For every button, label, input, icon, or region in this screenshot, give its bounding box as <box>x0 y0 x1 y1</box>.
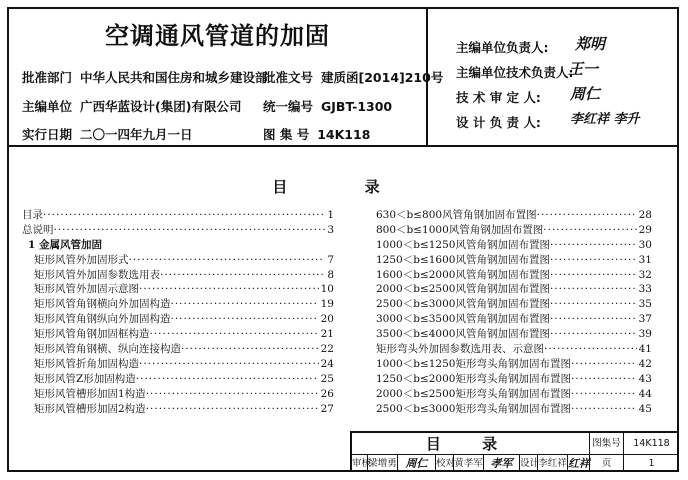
toc-entry <box>376 342 652 357</box>
checker-signature: 孝军 <box>484 455 520 472</box>
responsible-label: 主编单位技术负责人: <box>456 65 574 80</box>
signature-tech: 王一 <box>568 60 599 78</box>
toc-leader-dots <box>160 268 325 283</box>
toc-leader-dots <box>146 402 319 417</box>
toc-entry-title: 矩形风管槽形加固1构造 <box>34 387 146 400</box>
toc-entry <box>376 387 652 402</box>
toc-entry-page: 35 <box>638 298 652 311</box>
approval-dept-row <box>22 68 268 86</box>
toc-entry-page: 3 <box>327 223 334 236</box>
approval-dept-value: 中华人民共和国住房和城乡建设部 <box>80 70 268 85</box>
toc-entry <box>376 297 652 312</box>
toc-entry-title: 1000＜b≤1250矩形弯头角钢加固布置图 <box>376 357 571 370</box>
toc-entry-page: 20 <box>320 313 334 326</box>
toc-entry-page: 22 <box>320 343 334 356</box>
toc-entry-title: 1 金属风管加固 <box>28 238 102 251</box>
toc-entry <box>22 327 334 342</box>
toc-leader-dots <box>139 357 319 372</box>
toc-leader-dots <box>54 223 326 238</box>
toc-title: 目 录 <box>272 178 416 196</box>
toc-entry-page: 30 <box>638 238 652 251</box>
atlas-no-value: 14K118 <box>317 127 371 142</box>
toc-leader-dots <box>181 342 319 357</box>
atlas-no-label: 图 集 号 <box>263 127 310 142</box>
toc-leader-dots <box>550 312 637 327</box>
approval-doc-label: 批准文号 <box>263 70 314 85</box>
toc-leader-dots <box>171 297 319 312</box>
toc-leader-dots <box>550 238 637 253</box>
toc-entry-title: 矩形风管角钢纵向外加固构造 <box>34 313 171 326</box>
chief-unit-label: 主编单位 <box>22 99 73 114</box>
toc-entry-page: 27 <box>320 402 334 415</box>
toc-entry <box>22 402 334 417</box>
responsible-row-design <box>456 113 541 131</box>
toc-entry-title: 3000＜b≤3500风管角钢加固布置图 <box>376 313 550 326</box>
toc-entry-page: 25 <box>320 372 334 385</box>
toc-entry-page: 24 <box>320 357 334 370</box>
toc-entry-page: 10 <box>320 283 334 296</box>
toc-entry-page: 37 <box>638 313 652 326</box>
toc-entry <box>22 268 334 283</box>
toc-leader-dots <box>136 372 319 387</box>
atlas-no-cell: 14K118 <box>624 433 679 455</box>
approval-doc-value: 建质函[2014]210号 <box>321 70 444 85</box>
responsible-row-tech <box>456 63 574 81</box>
toc-entry-page: 19 <box>320 298 334 311</box>
reviewer-signature: 周仁 <box>398 455 436 472</box>
signature-review: 周仁 <box>570 85 601 103</box>
unified-no-value: GJBT-1300 <box>321 99 393 114</box>
checker-cell: 黄孝军 <box>454 455 484 472</box>
toc-entry-title: 2000＜b≤2500风管角钢加固布置图 <box>376 283 550 296</box>
toc-entry-page: 43 <box>638 372 652 385</box>
designer-signature: 红祥 <box>568 457 590 470</box>
toc-entry-title: 1600＜b≤2000风管角钢加固布置图 <box>376 268 550 281</box>
toc-entry-page: 32 <box>638 268 652 281</box>
toc-entry-page: 21 <box>320 328 334 341</box>
toc-left-column <box>22 208 334 416</box>
unified-no-label: 统一编号 <box>263 99 314 114</box>
toc-entry-page: 1 <box>327 209 334 221</box>
toc-entry <box>376 268 652 283</box>
toc-entry <box>376 253 652 268</box>
atlas-no-label-cell: 图集号 <box>590 433 624 455</box>
toc-leader-dots <box>571 387 637 402</box>
toc-entry-title: 矩形风管外加固形式 <box>34 253 129 266</box>
toc-leader-dots <box>171 312 319 327</box>
toc-entry-title: 矩形风管折角加固构造 <box>34 357 139 370</box>
toc-entry <box>376 208 652 223</box>
toc-entry-page: 28 <box>638 209 652 221</box>
atlas-no-row <box>263 125 370 143</box>
toc-entry-page: 8 <box>327 268 334 281</box>
toc-leader-dots <box>550 268 637 283</box>
toc-entry-title: 2000＜b≤2500矩形弯头角钢加固布置图 <box>376 387 571 400</box>
toc-entry <box>22 387 334 402</box>
toc-entry-title: 矩形风管角钢横向外加固构造 <box>34 298 171 311</box>
toc-entry <box>22 342 334 357</box>
toc-entry-title: 2500＜b≤3000矩形弯头角钢加固布置图 <box>376 402 571 415</box>
toc-entry-title: 矩形风管外加固示意图 <box>34 283 139 296</box>
review-label-cell: 审核 <box>352 455 368 472</box>
toc-entry <box>376 223 652 238</box>
toc-leader-dots <box>146 387 319 402</box>
toc-entry <box>22 312 334 327</box>
reviewer-cell: 梁增勇 <box>368 455 398 472</box>
toc-entry <box>22 223 334 238</box>
designer-cell: 李红祥 <box>538 455 568 472</box>
check-label-cell: 校对 <box>436 455 454 472</box>
toc-leader-dots <box>543 223 636 238</box>
toc-entry <box>22 297 334 312</box>
toc-entry <box>376 238 652 253</box>
toc-entry-page: 39 <box>638 328 652 341</box>
toc-entry <box>376 327 652 342</box>
toc-entry-title: 800＜b≤1000风管角钢加固布置图 <box>376 223 544 236</box>
title-block-name: 目 录 <box>352 433 590 455</box>
chief-unit-row <box>22 97 241 115</box>
title-block <box>350 431 679 472</box>
unified-no-row <box>263 97 392 115</box>
toc-leader-dots <box>537 208 637 223</box>
design-label-cell: 设计 <box>520 455 538 472</box>
toc-entry <box>376 282 652 297</box>
toc-leader-dots <box>571 357 637 372</box>
toc-entry-title: 矩形风管角钢横、纵向连接构造 <box>34 343 181 356</box>
atlas-title: 空调通风管道的加固 <box>105 22 330 50</box>
toc-leader-dots <box>550 282 637 297</box>
responsible-label: 技 术 审 定 人: <box>456 90 541 105</box>
toc-entry-title: 目录 <box>22 209 43 221</box>
toc-entry-page: 33 <box>638 283 652 296</box>
toc-entry-page: 42 <box>638 357 652 370</box>
toc-entry-title: 630＜b≤800风管角钢加固布置图 <box>376 209 537 221</box>
toc-entry-page: 29 <box>638 223 652 236</box>
toc-right-column <box>376 208 652 416</box>
toc-leader-dots <box>571 372 637 387</box>
toc-entry <box>376 402 652 417</box>
toc-entry-title: 矩形风管外加固参数选用表 <box>34 268 160 281</box>
toc-entry <box>22 253 334 268</box>
toc-entry <box>376 357 652 372</box>
signature-design: 李红祥 李升 <box>570 112 640 127</box>
responsible-row-review <box>456 88 541 106</box>
toc-entry-title: 矩形风管Z形加固构造 <box>34 372 136 385</box>
responsible-label: 设 计 负 责 人: <box>456 115 541 130</box>
toc-entry-title: 1250＜b≤2000矩形弯头角钢加固布置图 <box>376 372 571 385</box>
effective-date-value: 二〇一四年九月一日 <box>80 127 193 142</box>
toc-leader-dots <box>43 208 325 223</box>
toc-entry-page: 26 <box>320 387 334 400</box>
toc-entry <box>22 238 334 253</box>
toc-entry-title: 矩形风管槽形加固2构造 <box>34 402 146 415</box>
approval-dept-label: 批准部门 <box>22 70 73 85</box>
toc-entry-title: 矩形弯头外加固参数选用表、示意图 <box>376 343 544 356</box>
signature-chief-unit: 郑明 <box>575 35 606 53</box>
toc-entry-page: 31 <box>638 253 652 266</box>
toc-entry-page: 45 <box>638 402 652 415</box>
toc-entry <box>376 312 652 327</box>
page-no-cell: 1 <box>648 458 655 469</box>
toc-entry-page: 41 <box>638 343 652 356</box>
toc-entry-title: 矩形风管角钢加固框构造 <box>34 328 150 341</box>
chief-unit-value: 广西华蓝设计(集团)有限公司 <box>80 99 242 114</box>
toc-leader-dots <box>129 253 326 268</box>
toc-entry-title: 总说明 <box>22 223 54 236</box>
toc-entry <box>376 372 652 387</box>
toc-entry-title: 1000＜b≤1250风管角钢加固布置图 <box>376 238 550 251</box>
toc-leader-dots <box>139 282 319 297</box>
responsible-label: 主编单位负责人: <box>456 40 549 55</box>
page-label-cell: 页 <box>590 455 624 472</box>
toc-leader-dots <box>550 327 637 342</box>
toc-leader-dots <box>571 402 637 417</box>
effective-date-row <box>22 125 193 143</box>
toc-entry-page: 7 <box>327 253 334 266</box>
toc-entry <box>22 208 334 223</box>
toc-entry-title: 1250＜b≤1600风管角钢加固布置图 <box>376 253 550 266</box>
toc-entry-title: 2500＜b≤3000风管角钢加固布置图 <box>376 298 550 311</box>
toc-entry <box>22 357 334 372</box>
toc-leader-dots <box>550 297 637 312</box>
effective-date-label: 实行日期 <box>22 127 73 142</box>
toc-leader-dots <box>150 327 319 342</box>
approval-doc-row <box>263 68 443 86</box>
toc-leader-dots <box>550 253 637 268</box>
responsible-row-chief-unit <box>456 38 549 56</box>
toc-entry-title: 3500＜b≤4000风管角钢加固布置图 <box>376 328 550 341</box>
toc-entry <box>22 372 334 387</box>
toc-entry-page: 44 <box>638 387 652 400</box>
toc-leader-dots <box>544 342 637 357</box>
toc-entry <box>22 282 334 297</box>
